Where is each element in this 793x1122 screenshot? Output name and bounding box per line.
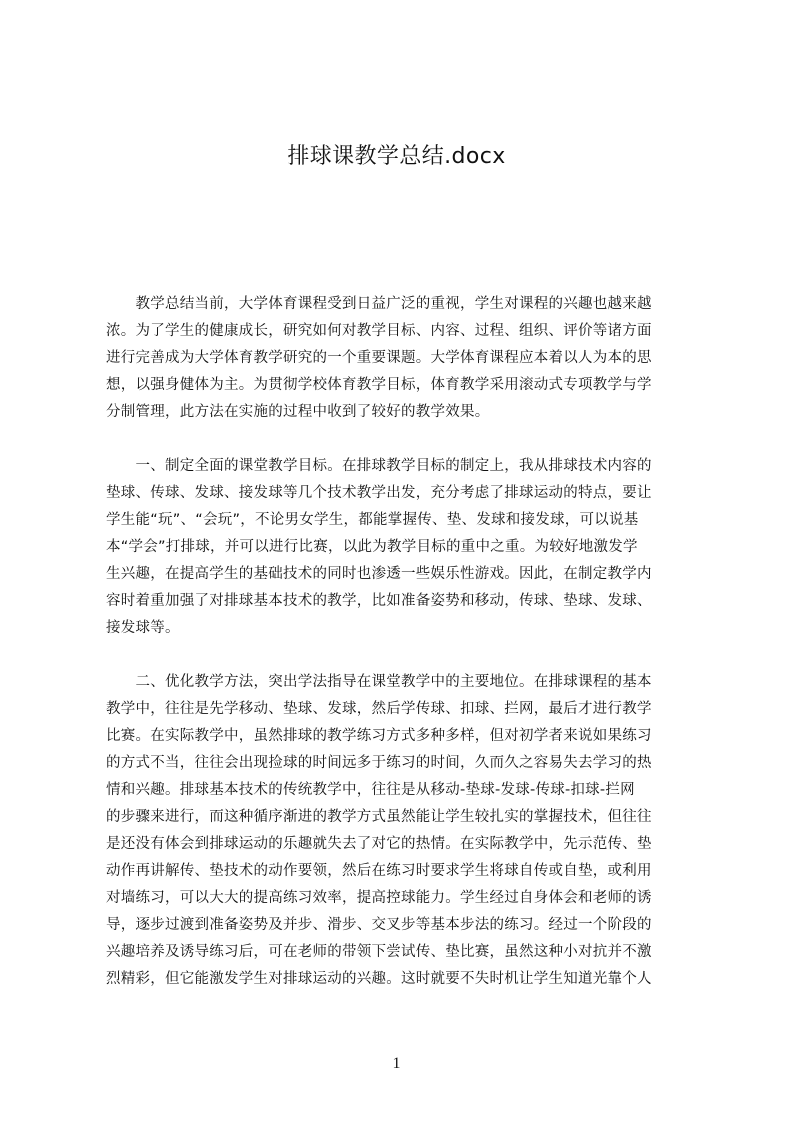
- document-body: [106, 291, 700, 993]
- text-line: 比赛。在实际教学中，虽然排球的教学练习方式多种多样，但对初学者来说如果练习: [106, 728, 652, 744]
- text-line: 进行完善成为大学体育教学研究的一个重要课题。大学体育课程应本着以人为本的思: [106, 350, 652, 366]
- text-line: 二、优化教学方法，突出学法指导在课堂教学中的主要地位。在排球课程的基本: [106, 674, 652, 690]
- text-line: 生兴趣，在提高学生的基础技术的同时也渗透一些娱乐性游戏。因此，在制定教学内: [106, 566, 652, 582]
- text-line: 兴趣培养及诱导练习后，可在老师的带领下尝试传、垫比赛，虽然这种小对抗并不激: [106, 944, 652, 960]
- page-number: 1: [392, 1055, 401, 1072]
- paragraph-spacing: [106, 642, 700, 669]
- text-line: 是还没有体会到排球运动的乐趣就失去了对它的热情。在实际教学中，先示范传、垫: [106, 836, 652, 852]
- text-line: 烈精彩，但它能激发学生对排球运动的兴趣。这时就要不失时机让学生知道光靠个人: [106, 971, 652, 987]
- text-line: 接发球等。: [106, 620, 180, 636]
- text-line: 想，以强身健体为主。为贯彻学校体育教学目标，体育教学采用滚动式专项教学与学: [106, 377, 652, 393]
- paragraph-spacing: [106, 426, 700, 453]
- text-line: 一、制定全面的课堂教学目标。在排球教学目标的制定上，我从排球技术内容的: [106, 458, 652, 474]
- text-line: 垫球、传球、发球、接发球等几个技术教学出发，充分考虑了排球运动的特点，要让: [106, 485, 652, 501]
- text-line: 的方式不当，往往会出现捡球的时间远多于练习的时间，久而久之容易失去学习的热: [106, 755, 652, 771]
- text-line: 本“学会”打排球，并可以进行比赛，以此为教学目标的重中之重。为较好地激发学: [106, 539, 638, 555]
- text-line: 对墙练习，可以大大的提高练习效率，提高控球能力。学生经过自身体会和老师的诱: [106, 890, 652, 906]
- text-line: 容时着重加强了对排球基本技术的教学，比如准备姿势和移动，传球、垫球、发球、: [106, 593, 652, 609]
- intro-paragraph: [106, 291, 700, 426]
- text-line: 分制管理，此方法在实施的过程中收到了较好的教学效果。: [106, 404, 490, 420]
- text-line: 学生能“玩”、“会玩”，不论男女学生，都能掌握传、垫、发球和接发球，可以说基: [106, 512, 639, 528]
- text-line: 动作再讲解传、垫技术的动作要领，然后在练习时要求学生将球自传或自垫，或利用: [106, 863, 652, 879]
- text-line: 教学总结当前，大学体育课程受到日益广泛的重视，学生对课程的兴趣也越来越: [106, 296, 652, 312]
- text-line: 导，逐步过渡到准备姿势及并步、滑步、交叉步等基本步法的练习。经过一个阶段的: [106, 917, 652, 933]
- document-title: 排球课教学总结.docx: [287, 144, 506, 169]
- section-one-paragraph: [106, 453, 700, 642]
- text-line: 教学中，往往是先学移动、垫球、发球，然后学传球、扣球、拦网，最后才进行教学: [106, 701, 652, 717]
- text-line: 情和兴趣。排球基本技术的传统教学中，往往是从移动-垫球-发球-传球-扣球-拦网: [106, 782, 635, 798]
- text-line: 浓。为了学生的健康成长，研究如何对教学目标、内容、过程、组织、评价等诸方面: [106, 323, 652, 339]
- section-two-paragraph: [106, 669, 700, 993]
- text-line: 的步骤来进行，而这种循序渐进的教学方式虽然能让学生较扎实的掌握技术，但往往: [106, 809, 652, 825]
